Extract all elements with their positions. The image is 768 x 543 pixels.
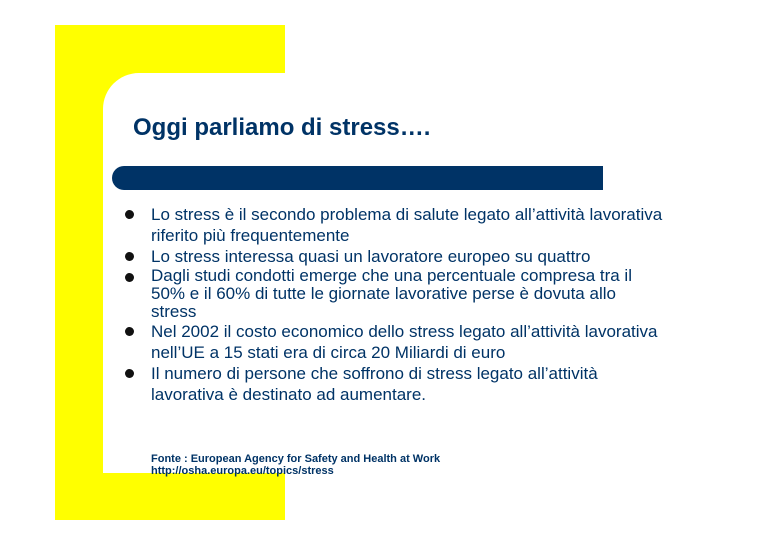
bullet-item [125,246,665,267]
bullet-dot-icon [125,273,134,282]
bullet-text: Dagli studi condotti emerge che una percentuale compresa tra il 50% e il 60% di tutte le giornate lavorative perse è dovuta allo stress [151,266,632,321]
bullet-text: Nel 2002 il costo economico dello stress legato all’attività lavorativa nell’UE a 15 stati era di circa 20 Miliardi di euro [151,322,658,362]
slide-title: Oggi parliamo di stress…. [133,114,431,141]
bullet-item [125,321,665,363]
bullet-item [125,267,665,321]
bullet-dot-icon [125,210,134,219]
bullet-dot-icon [125,327,134,336]
bullet-text: Lo stress è il secondo problema di salute legato all’attività lavorativa riferito più frequentemente [151,205,663,245]
bullet-list [125,204,665,405]
source-citation [151,453,440,477]
bullet-item [125,204,665,246]
bullet-text: Lo stress interessa quasi un lavoratore europeo su quattro [151,247,591,266]
bullet-dot-icon [125,369,134,378]
bullet-dot-icon [125,252,134,261]
bullet-text: Il numero di persone che soffrono di stress legato all’attività lavorativa è destinato ad aumentare. [151,364,598,404]
source-agency: Fonte : European Agency for Safety and Health at Work [151,453,441,465]
title-underline-bar [112,166,603,190]
source-url: http://osha.europa.eu/topics/stress [151,465,334,477]
bullet-item [125,363,665,405]
